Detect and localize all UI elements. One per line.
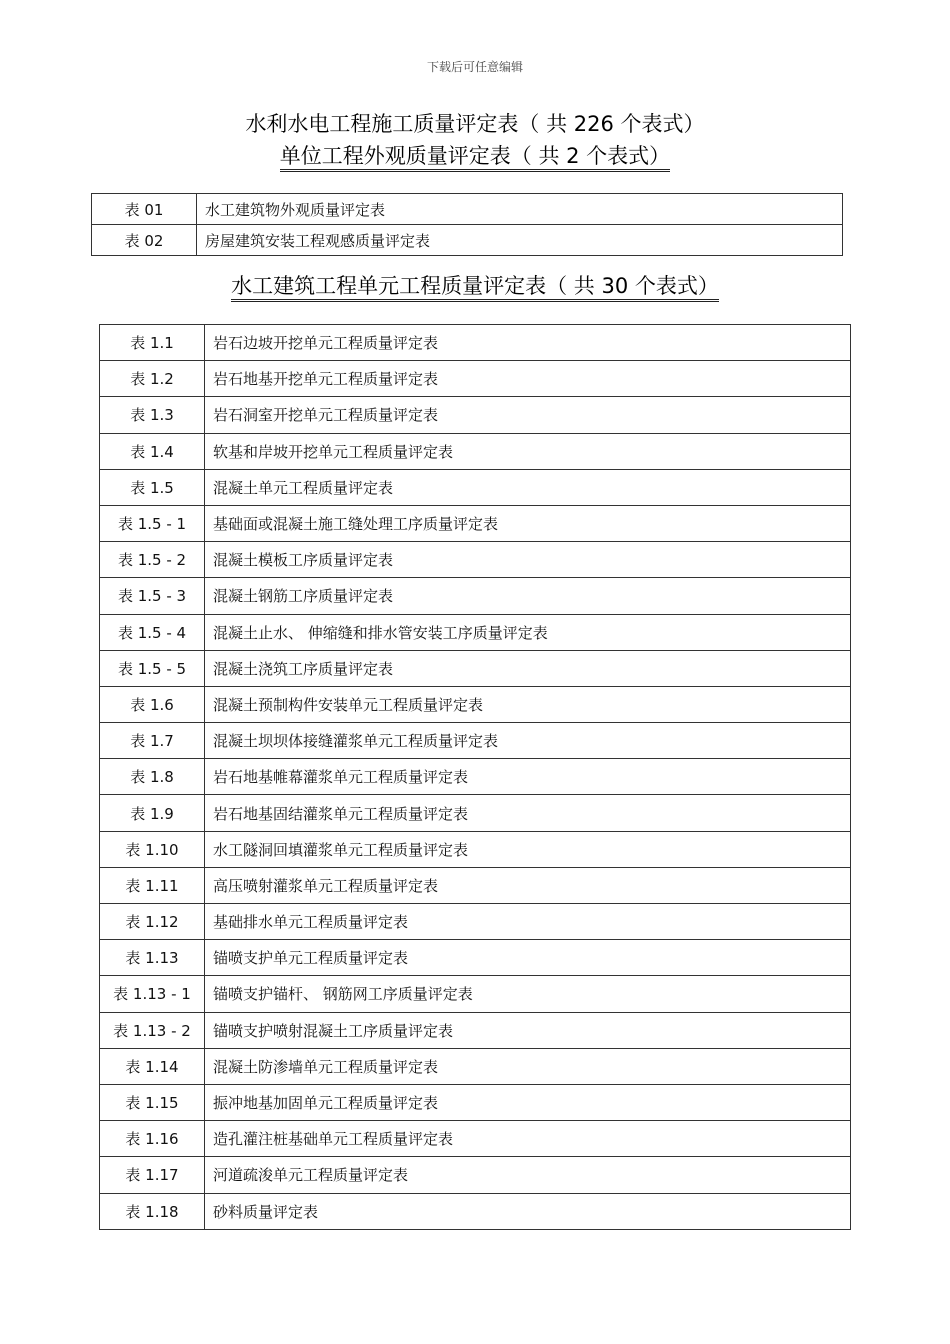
unit-section-title-wrap xyxy=(0,144,950,172)
form-name: 岩石洞室开挖单元工程质量评定表 xyxy=(205,397,851,433)
table-row xyxy=(100,1012,851,1048)
hydro-section-title: 水工建筑工程单元工程质量评定表（ 共 30 个表式） xyxy=(231,274,719,302)
form-name: 锚喷支护锚杆、 钢筋网工序质量评定表 xyxy=(205,976,851,1012)
form-code: 表 1.12 xyxy=(100,904,205,940)
form-code: 表 1.5 - 3 xyxy=(100,578,205,614)
table-row xyxy=(100,976,851,1012)
form-code: 表 1.13 - 1 xyxy=(100,976,205,1012)
table-row xyxy=(100,650,851,686)
table-row xyxy=(100,831,851,867)
form-name: 锚喷支护单元工程质量评定表 xyxy=(205,940,851,976)
form-code: 表 1.15 xyxy=(100,1084,205,1120)
form-code: 表 1.14 xyxy=(100,1048,205,1084)
table-row xyxy=(100,1157,851,1193)
table-row xyxy=(100,614,851,650)
form-name: 砂料质量评定表 xyxy=(205,1193,851,1229)
unit-table-body xyxy=(92,194,843,256)
form-code: 表 1.17 xyxy=(100,1157,205,1193)
table-row xyxy=(100,542,851,578)
form-code: 表 1.18 xyxy=(100,1193,205,1229)
form-name: 混凝土止水、 伸缩缝和排水管安装工序质量评定表 xyxy=(205,614,851,650)
unit-section-title: 单位工程外观质量评定表（ 共 2 个表式） xyxy=(280,144,670,172)
form-code: 表 1.6 xyxy=(100,686,205,722)
table-row xyxy=(100,686,851,722)
table-row xyxy=(100,1193,851,1229)
form-code: 表 1.5 - 1 xyxy=(100,505,205,541)
table-row xyxy=(100,433,851,469)
form-name: 锚喷支护喷射混凝土工序质量评定表 xyxy=(205,1012,851,1048)
form-code: 表 1.8 xyxy=(100,759,205,795)
table-row xyxy=(100,325,851,361)
form-name: 水工隧洞回填灌浆单元工程质量评定表 xyxy=(205,831,851,867)
table-row xyxy=(100,904,851,940)
form-code: 表 1.7 xyxy=(100,723,205,759)
form-code: 表 1.2 xyxy=(100,361,205,397)
form-name: 岩石地基固结灌浆单元工程质量评定表 xyxy=(205,795,851,831)
table-row xyxy=(100,578,851,614)
form-code: 表 01 xyxy=(92,194,197,225)
table-row xyxy=(100,469,851,505)
form-name: 岩石边坡开挖单元工程质量评定表 xyxy=(205,325,851,361)
form-code: 表 1.11 xyxy=(100,867,205,903)
form-name: 混凝土模板工序质量评定表 xyxy=(205,542,851,578)
form-name: 振冲地基加固单元工程质量评定表 xyxy=(205,1084,851,1120)
form-name: 混凝土预制构件安装单元工程质量评定表 xyxy=(205,686,851,722)
header-note: 下载后可任意编辑 xyxy=(426,60,523,74)
form-name: 基础排水单元工程质量评定表 xyxy=(205,904,851,940)
form-code: 表 1.5 - 5 xyxy=(100,650,205,686)
form-code: 表 1.13 - 2 xyxy=(100,1012,205,1048)
table-row xyxy=(100,1121,851,1157)
table-row xyxy=(100,723,851,759)
table-row xyxy=(100,795,851,831)
hydro-table xyxy=(99,324,851,1230)
form-code: 表 1.13 xyxy=(100,940,205,976)
form-code: 表 1.5 - 2 xyxy=(100,542,205,578)
form-name: 岩石地基帷幕灌浆单元工程质量评定表 xyxy=(205,759,851,795)
table-row xyxy=(100,1048,851,1084)
form-name: 河道疏浚单元工程质量评定表 xyxy=(205,1157,851,1193)
table-row xyxy=(100,1084,851,1120)
form-name: 基础面或混凝土施工缝处理工序质量评定表 xyxy=(205,505,851,541)
unit-table xyxy=(91,193,843,256)
form-name: 混凝土单元工程质量评定表 xyxy=(205,469,851,505)
form-name: 房屋建筑安装工程观感质量评定表 xyxy=(197,225,843,256)
form-code: 表 1.16 xyxy=(100,1121,205,1157)
main-title: 水利水电工程施工质量评定表（ 共 226 个表式） xyxy=(245,112,705,136)
table-row xyxy=(92,194,843,225)
form-name: 混凝土钢筋工序质量评定表 xyxy=(205,578,851,614)
form-name: 混凝土浇筑工序质量评定表 xyxy=(205,650,851,686)
table-row xyxy=(100,867,851,903)
table-row xyxy=(100,397,851,433)
table-row xyxy=(100,940,851,976)
form-name: 混凝土防渗墙单元工程质量评定表 xyxy=(205,1048,851,1084)
form-code: 表 1.5 xyxy=(100,469,205,505)
form-code: 表 1.10 xyxy=(100,831,205,867)
form-name: 岩石地基开挖单元工程质量评定表 xyxy=(205,361,851,397)
form-name: 造孔灌注桩基础单元工程质量评定表 xyxy=(205,1121,851,1157)
table-row xyxy=(100,505,851,541)
form-code: 表 1.4 xyxy=(100,433,205,469)
form-code: 表 02 xyxy=(92,225,197,256)
form-code: 表 1.3 xyxy=(100,397,205,433)
form-code: 表 1.1 xyxy=(100,325,205,361)
table-row xyxy=(100,759,851,795)
hydro-section-title-wrap xyxy=(0,274,950,302)
form-code: 表 1.9 xyxy=(100,795,205,831)
form-name: 混凝土坝坝体接缝灌浆单元工程质量评定表 xyxy=(205,723,851,759)
form-name: 高压喷射灌浆单元工程质量评定表 xyxy=(205,867,851,903)
hydro-table-body xyxy=(100,325,851,1230)
form-name: 软基和岸坡开挖单元工程质量评定表 xyxy=(205,433,851,469)
form-code: 表 1.5 - 4 xyxy=(100,614,205,650)
form-name: 水工建筑物外观质量评定表 xyxy=(197,194,843,225)
table-row xyxy=(100,361,851,397)
table-row xyxy=(92,225,843,256)
